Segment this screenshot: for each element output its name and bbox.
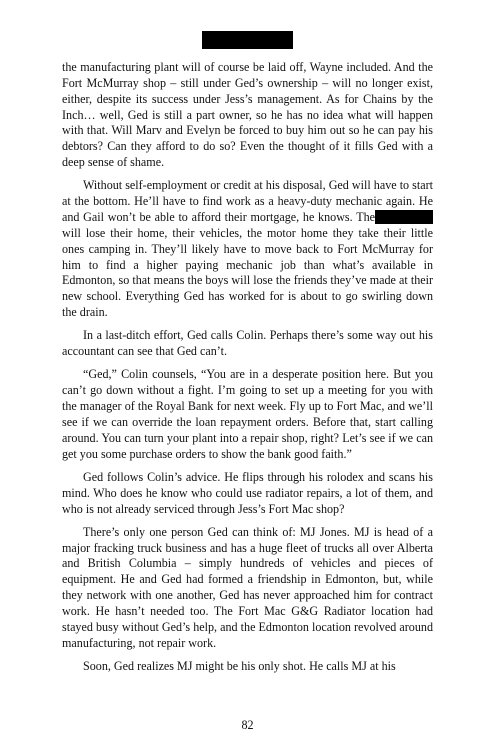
paragraph-2-lead-word: The [356,209,375,224]
paragraph-1: the manufacturing plant will of course be laid off, Wayne included. And the Fort McMurray shop – still under Ged’s ownership – will no longer exist, either, despite its success under Jess’s management. As for Chains by the Inch… well, Ged is still a part owner, so he has no idea what will happen with that. Will Marv and Evelyn be forced to buy him out so he can pay his debtors? Can they afford to do so? Even the thought of it fills Ged with a deep sense of shame. [62,60,433,170]
paragraph-7: Soon, Ged realizes MJ might be his only shot. He calls MJ at his [83,658,396,673]
paragraph-6: There’s only one person Ged can think of: MJ Jones. MJ is head of a major fracking truck business and has a huge fleet of trucks all over Alberta and British Columbia – simply hundreds of vehicles and pieces of equipment. He and Ged had formed a friendship in Edmonton, but, while they network with one another, Ged has never approached him for contract work. He hasn’t needed too. The Fort Mac G&G Radiator location had stayed busy without Ged’s help, and the Edmonton location revolved around manufacturing, not repair work. [62,524,433,650]
page-body [62,60,433,682]
paragraph-2 [62,178,433,321]
inline-redaction-bar [375,210,433,224]
paragraph-2-continuation: will lose their home, their vehicles, the motor home they take their little ones camping in. They’ll likely have to move back to Fort McMurray for him to find a higher paying mechanic job than what’s available in Edmonton, so that means the boys will lose the friends they’ve made at their new school. Everything Ged has worked for is about to go swirling down the drain. [62,225,433,320]
paragraph-3: In a last-ditch effort, Ged calls Colin. Perhaps there’s some way out his accountant can see that Ged can’t. [62,328,433,359]
paragraph-4: “Ged,” Colin counsels, “You are in a desperate position here. But you can’t go down without a fight. I’m going to set up a meeting for you with the manager of the Royal Bank for next week. Fly up to Fort Mac, and we’ll see if we can override the loan repayment orders. Before that, start calling around. You can turn your plant into a repair shop, right? Let’s see if we can get you some purchase orders to show the bank good faith.” [62,367,433,461]
header-redaction-bar [202,31,293,49]
page-number: 82 [241,718,254,732]
paragraph-2-text: Without self-employment or credit at his disposal, Ged will have to start at the bottom. He’ll have to find work as a heavy-duty mechanic again. He and Gail won’t be able to afford their mortgage, he knows. [62,178,433,224]
paragraph-5: Ged follows Colin’s advice. He flips through his rolodex and scans his mind. Who does he know who could use radiator repairs, a lot of them, and who is not already serviced through Jess’s Fort Mac shop? [62,469,433,516]
